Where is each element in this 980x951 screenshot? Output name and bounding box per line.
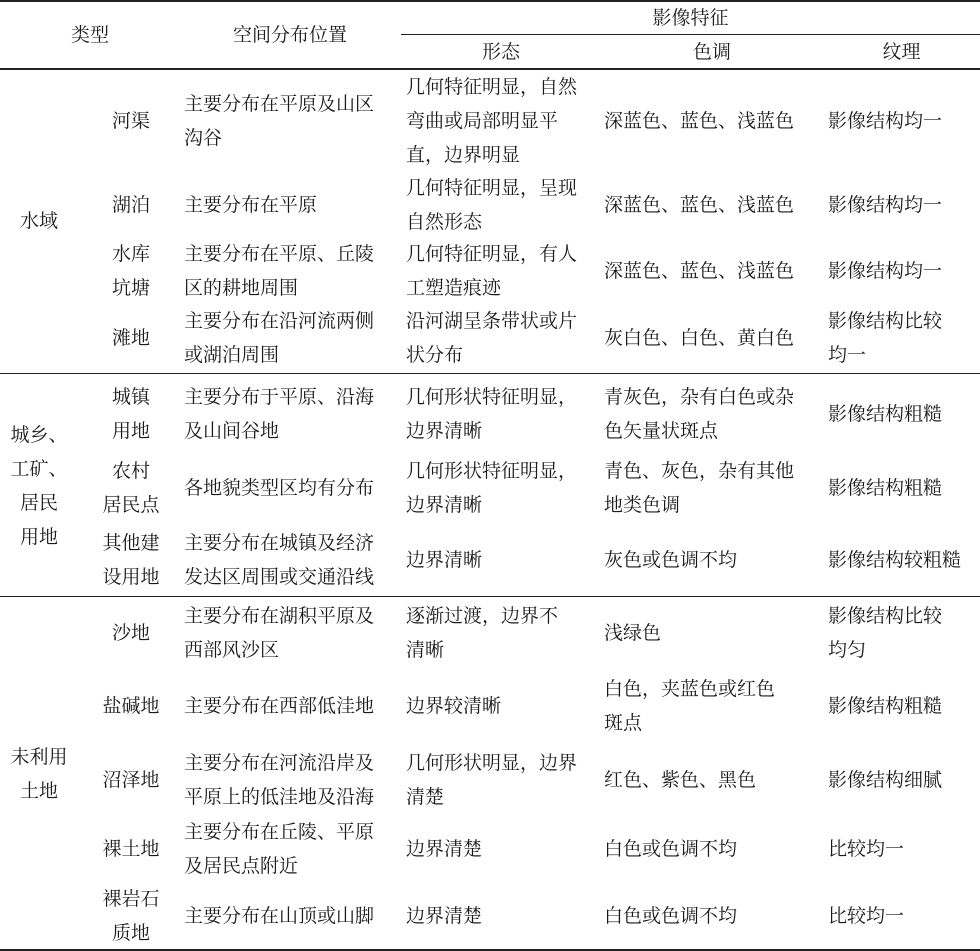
location-cell-line: 主要分布在湖积平原及 xyxy=(184,605,375,627)
shape-cell-line: 边界清楚 xyxy=(406,905,483,927)
tone-cell xyxy=(604,172,826,238)
header-type-label: 类型 xyxy=(70,24,109,46)
shape-cell-line: 清晰 xyxy=(406,639,445,661)
texture-cell-line: 比较均一 xyxy=(828,838,905,860)
type-cell xyxy=(78,815,184,883)
shape-cell-line: 直，边界明显 xyxy=(406,144,521,166)
type-cell xyxy=(78,744,184,815)
tone-cell xyxy=(604,883,826,949)
type-cell xyxy=(78,668,184,744)
header-texture xyxy=(823,35,980,68)
tone-cell-line: 深蓝色、蓝色、浅蓝色 xyxy=(604,260,795,282)
tone-cell-line: 灰色或色调不均 xyxy=(604,549,738,571)
location-cell xyxy=(184,744,406,815)
location-cell xyxy=(184,452,406,524)
location-cell-line: 发达区周围或交通沿线 xyxy=(184,566,375,588)
texture-cell-line: 影像结构细腻 xyxy=(828,768,943,791)
location-cell-line: 区的耕地周围 xyxy=(184,277,299,299)
texture-cell xyxy=(828,744,980,815)
type-cell xyxy=(78,598,184,668)
category-cell xyxy=(0,70,78,372)
type-cell-line: 河渠 xyxy=(111,110,150,132)
shape-cell xyxy=(406,172,606,238)
tone-cell xyxy=(604,815,826,883)
tone-cell xyxy=(604,238,826,304)
shape-cell xyxy=(406,598,606,668)
tone-cell xyxy=(604,304,826,372)
tone-cell xyxy=(604,70,826,172)
tone-cell-line: 白色或色调不均 xyxy=(604,838,738,860)
shape-cell-line: 几何形状明显，边界 xyxy=(406,751,578,774)
category-cell-line: 未利用 xyxy=(10,745,68,768)
shape-cell-line: 自然形态 xyxy=(406,211,483,233)
group-divider-rule xyxy=(0,373,980,374)
texture-cell-line: 影像结构均一 xyxy=(828,110,943,132)
type-cell xyxy=(78,524,184,596)
location-cell-line: 主要分布在河流沿岸及 xyxy=(184,751,375,774)
shape-cell xyxy=(406,304,606,372)
texture-cell xyxy=(828,70,980,172)
tone-cell xyxy=(604,524,826,596)
type-cell-line: 农村 xyxy=(111,460,150,482)
shape-cell-line: 弯曲或局部明显平 xyxy=(406,110,559,132)
type-cell-line: 滩地 xyxy=(111,327,150,349)
shape-cell xyxy=(406,70,606,172)
location-cell-line: 主要分布在山顶或山脚 xyxy=(184,905,375,927)
type-cell-line: 裸土地 xyxy=(102,838,160,860)
header-texture-label: 纹理 xyxy=(882,40,921,63)
tone-cell-line: 灰白色、白色、黄白色 xyxy=(604,327,795,349)
header-tone xyxy=(601,35,823,68)
tone-cell-line: 深蓝色、蓝色、浅蓝色 xyxy=(604,194,795,216)
type-cell xyxy=(78,452,184,524)
type-cell-line: 裸岩石 xyxy=(102,888,160,910)
location-cell-line: 主要分布在平原及山区 xyxy=(184,93,375,115)
header-shape-label: 形态 xyxy=(481,40,520,63)
shape-cell-line: 边界清楚 xyxy=(406,838,483,860)
shape-cell-line: 工塑造痕迹 xyxy=(406,277,502,299)
category-cell xyxy=(0,598,78,949)
texture-cell-line: 影像结构粗糙 xyxy=(828,477,943,499)
type-cell-line: 沼泽地 xyxy=(102,768,160,791)
texture-cell-line: 影像结构比较 xyxy=(828,605,943,627)
texture-cell xyxy=(828,598,980,668)
texture-cell xyxy=(828,815,980,883)
shape-cell xyxy=(406,375,606,452)
type-cell-line: 用地 xyxy=(111,419,150,442)
location-cell-line: 及居民点附近 xyxy=(184,855,299,877)
location-cell xyxy=(184,815,406,883)
header-image-features-label: 影像特征 xyxy=(652,7,729,29)
texture-cell-line: 影像结构粗糙 xyxy=(828,402,943,425)
shape-cell-line: 几何形状特征明显， xyxy=(406,385,578,408)
location-cell-line: 主要分布在丘陵、平原 xyxy=(184,821,375,843)
category-cell xyxy=(0,375,78,596)
type-cell xyxy=(78,70,184,172)
type-cell xyxy=(78,883,184,949)
texture-cell xyxy=(828,524,980,596)
location-cell-line: 主要分布在沿河流两侧 xyxy=(184,310,375,332)
type-cell-line: 居民点 xyxy=(102,494,160,516)
location-cell-line: 沟谷 xyxy=(184,127,223,149)
shape-cell-line: 几何形状特征明显， xyxy=(406,460,578,482)
tone-cell-line: 红色、紫色、黑色 xyxy=(604,768,757,791)
texture-cell-line: 影像结构均一 xyxy=(828,194,943,216)
texture-cell-line: 影像结构比较 xyxy=(828,310,943,332)
tone-cell-line: 青灰色，杂有白色或杂 xyxy=(604,385,795,408)
header-type xyxy=(0,2,180,68)
shape-cell-line: 边界清晰 xyxy=(406,494,483,516)
location-cell xyxy=(184,70,406,172)
texture-cell xyxy=(828,304,980,372)
tone-cell-line: 白色，夹蓝色或红色 xyxy=(604,678,776,700)
shape-cell xyxy=(406,668,606,744)
location-cell xyxy=(184,375,406,452)
location-cell xyxy=(184,172,406,238)
texture-cell-line: 均一 xyxy=(828,344,867,366)
location-cell-line: 西部风沙区 xyxy=(184,639,280,661)
tone-cell-line: 地类色调 xyxy=(604,494,681,516)
location-cell-line: 主要分布在西部低洼地 xyxy=(184,695,375,717)
tone-cell-line: 青色、灰色，杂有其他 xyxy=(604,460,795,482)
shape-cell xyxy=(406,883,606,949)
texture-cell xyxy=(828,668,980,744)
shape-cell xyxy=(406,815,606,883)
texture-cell-line: 影像结构均一 xyxy=(828,260,943,282)
shape-cell-line: 清楚 xyxy=(406,785,445,808)
location-cell xyxy=(184,238,406,304)
shape-cell-line: 几何特征明显，有人 xyxy=(406,243,578,265)
texture-cell-line: 比较均一 xyxy=(828,905,905,927)
location-cell-line: 及山间谷地 xyxy=(184,419,280,442)
header-location xyxy=(180,2,400,68)
location-cell-line: 主要分布在城镇及经济 xyxy=(184,532,375,554)
location-cell xyxy=(184,304,406,372)
location-cell-line: 主要分布在平原 xyxy=(184,194,318,216)
tone-cell xyxy=(604,668,826,744)
type-cell xyxy=(78,172,184,238)
type-cell xyxy=(78,238,184,304)
shape-cell-line: 几何特征明显，自然 xyxy=(406,76,578,98)
tone-cell xyxy=(604,598,826,668)
location-cell-line: 主要分布在平原、丘陵 xyxy=(184,243,375,265)
shape-cell-line: 边界较清晰 xyxy=(406,695,502,717)
type-cell-line: 其他建 xyxy=(102,532,160,554)
category-cell-line: 城乡、 xyxy=(10,423,68,446)
location-cell-line: 各地貌类型区均有分布 xyxy=(184,477,375,499)
texture-cell xyxy=(828,172,980,238)
tone-cell-line: 白色或色调不均 xyxy=(604,905,738,927)
header-image-features xyxy=(401,2,980,34)
location-cell xyxy=(184,524,406,596)
type-cell-line: 沙地 xyxy=(111,622,150,644)
texture-cell xyxy=(828,452,980,524)
shape-cell-line: 状分布 xyxy=(406,344,464,366)
tone-cell xyxy=(604,452,826,524)
type-cell-line: 盐碱地 xyxy=(102,695,160,717)
type-cell-line: 设用地 xyxy=(102,566,160,588)
shape-cell xyxy=(406,238,606,304)
tone-cell-line: 深蓝色、蓝色、浅蓝色 xyxy=(604,110,795,132)
shape-cell xyxy=(406,524,606,596)
shape-cell-line: 边界清晰 xyxy=(406,549,483,571)
type-cell xyxy=(78,304,184,372)
category-cell-line: 土地 xyxy=(19,779,58,802)
header-tone-label: 色调 xyxy=(692,40,731,63)
shape-cell xyxy=(406,452,606,524)
shape-cell-line: 几何特征明显，呈现 xyxy=(406,177,578,199)
type-cell-line: 城镇 xyxy=(111,385,150,408)
tone-cell-line: 浅绿色 xyxy=(604,622,662,644)
location-cell-line: 主要分布于平原、沿海 xyxy=(184,385,375,408)
category-cell-line: 用地 xyxy=(19,525,58,548)
type-cell-line: 质地 xyxy=(111,922,150,944)
type-cell xyxy=(78,375,184,452)
texture-cell-line: 影像结构粗糙 xyxy=(828,695,943,717)
location-cell-line: 平原上的低洼地及沿海 xyxy=(184,785,375,808)
location-cell xyxy=(184,598,406,668)
tone-cell-line: 斑点 xyxy=(604,712,643,734)
group-divider-rule xyxy=(0,596,980,597)
location-cell xyxy=(184,668,406,744)
location-cell xyxy=(184,883,406,949)
tone-cell xyxy=(604,744,826,815)
tone-cell-line: 色矢量状斑点 xyxy=(604,419,719,442)
shape-cell xyxy=(406,744,606,815)
shape-cell-line: 沿河湖呈条带状或片 xyxy=(406,310,578,332)
type-cell-line: 湖泊 xyxy=(111,194,150,216)
type-cell-line: 水库 xyxy=(111,243,150,265)
header-location-label: 空间分布位置 xyxy=(232,24,347,46)
texture-cell xyxy=(828,375,980,452)
shape-cell-line: 逐渐过渡，边界不 xyxy=(406,605,559,627)
header-shape xyxy=(401,35,601,68)
tone-cell xyxy=(604,375,826,452)
location-cell-line: 或湖泊周围 xyxy=(184,344,280,366)
texture-cell xyxy=(828,883,980,949)
shape-cell-line: 边界清晰 xyxy=(406,419,483,442)
type-cell-line: 坑塘 xyxy=(111,277,150,299)
category-cell-line: 居民 xyxy=(19,491,58,514)
category-cell-line: 工矿、 xyxy=(10,457,68,480)
texture-cell xyxy=(828,238,980,304)
texture-cell-line: 均匀 xyxy=(828,639,867,661)
category-cell-line: 水域 xyxy=(19,210,58,232)
texture-cell-line: 影像结构较粗糙 xyxy=(828,549,962,571)
